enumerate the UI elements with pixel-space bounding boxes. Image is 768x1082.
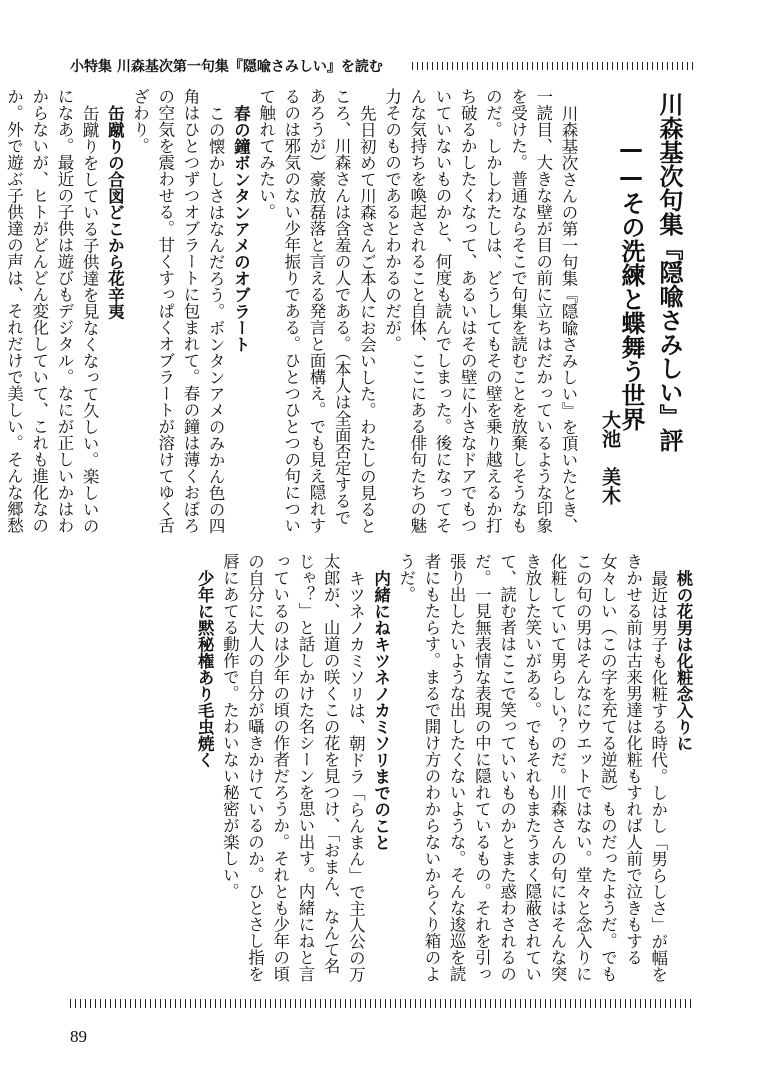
article-title xyxy=(617,92,688,522)
commentary-paragraph: キツネノカミソリは、朝ドラ「らんまん」で主人公の万太郎が、山道の咲くこの花を見つけ、「おまん、なんて名じゃ？」と話しかけた名シーンを思い出す。内緒にねと言っているのは少年の頃の作者だろうか。それとも少年の頃の自分に大人の自分が囁きかけているのか。ひとさし指を唇にあてる動作で。たわいない秘密が楽しい。 xyxy=(220,553,366,982)
body-lower-block xyxy=(76,553,696,990)
intro-paragraph-2: 先日初めて川森さんご本人にお会いした。わたしの見るところ、川森さんは含羞の人である。（本人は全面否定するであろうが）豪放磊落と言える発言と面構え。でも見え隠れするのは邪気のない少年振りである。ひとつひとつの句について触れてみたい。 xyxy=(256,88,377,534)
haiku-line: 春の鐘ボンタンアメのオブラート xyxy=(231,104,251,352)
footer-dotted-rule xyxy=(70,999,694,1008)
page-number: 89 xyxy=(70,1027,87,1046)
intro-paragraph-1: 川森基次さんの第一句集『隠喩さみしい』を頂いたとき、一読目、大きな壁が目の前に立ちはだかっているような印象を受けた。普通ならそこで句集を読むことを放棄しそうなものだ。しかしわたしは、どうしてもその壁を乗り越えるか打ち破るかしたくなって、あるいはその壁に小さなドアでもついていないものかと、何度も読んでしまった。後になってそんな気持ちを喚起されること自体、ここにある俳句たちの魅力そのものであるとわかるのだが。 xyxy=(382,88,578,534)
commentary-paragraph: 最近は男子も化粧する時代。しかし「男らしさ」が幅をきかせる前は古来男達は化粧もすれば人前で泣きもする女々しい（この字を充てる逆説）ものだったようだ。でもこの句の男はそんなにウエットではない。堂々と念入りに化粧していて男らしい？のだ。川森さんの句にはそんな突き放した笑いがある。でもそれもまたうまく隠蔽されていて、読む者はここで笑っていいものかとまた惑わされるのだ。一見無表情な表現の中に隠れているもの。それを引っ張り出したいような出したくないような。そんな逡巡を読者にもたらす。まるで開け方のわからないからくり箱のようだ。 xyxy=(396,553,668,982)
author-name: 大池 美木 xyxy=(599,410,621,505)
body-upper-block xyxy=(4,88,581,540)
header-dotted-rule xyxy=(412,62,694,70)
haiku-line: 内緒にねキツネノカミソリまでのこと xyxy=(371,569,391,850)
haiku-line: 少年に黙秘権あり毛虫焼く xyxy=(195,569,215,768)
subtitle-text: ——その洗練と蝶舞う世界 xyxy=(617,135,645,432)
section-header-label: 小特集 川森基次第一句集『隠喩さみしい』を読む xyxy=(70,59,383,75)
commentary-paragraph: 缶蹴りをしている子供達を見なくなって久しい。楽しいのになあ。最近の子供は遊びもデジタル。なにが正しいかはわからないが、ヒトがどんどん変化していて、これも進化なのか。外で遊ぶ子供達の声は、それだけで美しい。そんな郷愁 xyxy=(4,88,100,534)
title-text: 川森基次句集『隠喩さみしい』評 xyxy=(655,92,683,452)
haiku-line: 桃の花男は化粧念入りに xyxy=(674,569,693,751)
commentary-paragraph: この懐かしさはなんだろう。ボンタンアメのみかん色の四角はひとつずつオブラートに包まれて。春の鐘は薄くおぼろの空気を震わせる。甘くすっぱくオブラートが溶けてゆく舌ざわり。 xyxy=(130,88,226,534)
haiku-line: 缶蹴りの合図どこから花辛夷 xyxy=(105,104,125,319)
